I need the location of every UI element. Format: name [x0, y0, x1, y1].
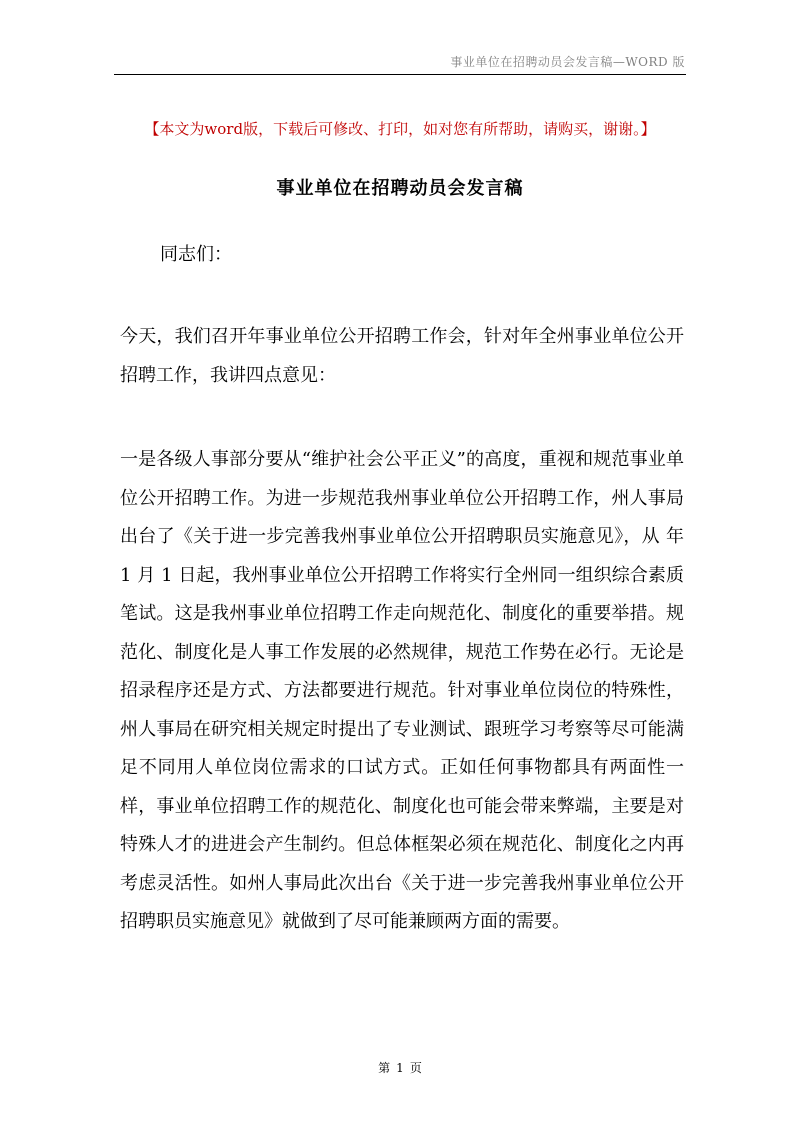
page-suffix: 页 [409, 1061, 422, 1075]
body-paragraph: 一是各级人事部分要从“维护社会公平正义”的高度，重视和规范事业单位公开招聘工作。为进一步规范我州事业单位公开招聘工作，州人事局出台了《关于进一步完善我州事业单位公开招聘职员实施意见》，从 年 1 月 1 日起，我州事业单位公开招聘工作将实行全州同一组织综合素质笔试。这是我州事业单位招聘工作走向规范化、制度化的重要举措。规范化、制度化是人事工作发展的必然规律，规范工作势在必行。无论是招录程序还是方式、方法都要进行规范。针对事业单位岗位的特殊性，州人事局在研究相关规定时提出了专业测试、跟班学习考察等尽可能满足不同用人单位岗位需求的口试方式。正如任何事物都具有两面性一样，事业单位招聘工作的规范化、制度化也可能会带来弊端，主要是对特殊人才的进进会产生制约。但总体框架必须在规范化、制度化之内再考虑灵活性。如州人事局此次出台《关于进一步完善我州事业单位公开招聘职员实施意见》就做到了尽可能兼顾两方面的需要。 [120, 449, 684, 932]
page-prefix: 第 [378, 1061, 391, 1075]
page-number: 1 [396, 1061, 404, 1075]
greeting: 同志们： [160, 244, 232, 265]
header-divider [114, 74, 686, 75]
body-paragraph: 今天，我们召开年事业单位公开招聘工作会，针对年全州事业单位公开招聘工作，我讲四点意见： [120, 326, 684, 386]
running-header: 事业单位在招聘动员会发言稿—WORD 版 [450, 55, 685, 69]
page-footer [0, 1059, 800, 1076]
document-title: 事业单位在招聘动员会发言稿 [276, 178, 524, 199]
download-notice: 【本文为word版，下载后可修改、打印，如对您有所帮助，请购买，谢谢。】 [144, 120, 656, 138]
